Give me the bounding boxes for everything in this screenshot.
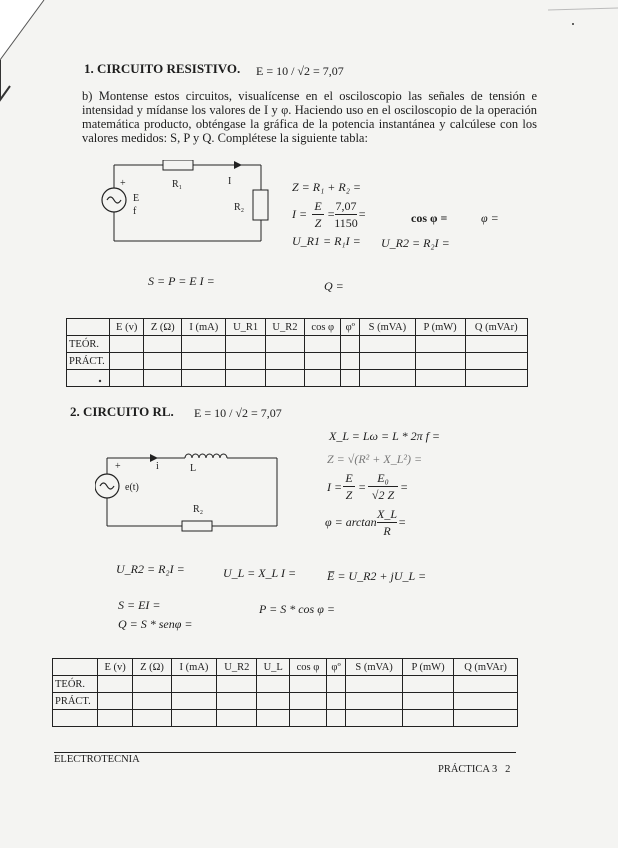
i-frac1-num: E: [314, 199, 322, 213]
i-frac1-bar: [312, 214, 324, 215]
r2-label: R₂: [193, 504, 204, 515]
table-cell[interactable]: [226, 370, 265, 387]
footer-left: ELECTROTECNIA: [54, 754, 140, 765]
table-cell[interactable]: [289, 693, 326, 710]
phi-num: X_L: [377, 507, 398, 521]
table-cell[interactable]: [53, 710, 98, 727]
table-cell[interactable]: [327, 693, 346, 710]
table-cell[interactable]: [226, 353, 265, 370]
table-cell[interactable]: [133, 676, 172, 693]
table-cell[interactable]: [182, 336, 226, 353]
table-header-cell: Q (mVAr): [465, 319, 527, 336]
table-cell[interactable]: [360, 336, 416, 353]
table-corner-cell: [67, 319, 110, 336]
rl-circuit-diagram: [95, 444, 285, 536]
table-cell[interactable]: [465, 336, 527, 353]
p-formula-2: P = S * cos φ =: [259, 602, 335, 616]
table-cell[interactable]: [257, 710, 289, 727]
table-cell[interactable]: [454, 676, 518, 693]
phi-formula: φ =: [481, 211, 499, 225]
footer-rule: [54, 752, 516, 753]
table-header-cell: cos φ: [289, 659, 326, 676]
table-cell[interactable]: [465, 353, 527, 370]
table-cell[interactable]: [402, 693, 453, 710]
ur2-formula: U_R2 = R₂I =: [381, 236, 450, 250]
table-cell[interactable]: [305, 370, 341, 387]
table-header-cell: I (mA): [171, 659, 216, 676]
i-frac2-bar: [335, 214, 357, 215]
z-formula: Z = R₁ + R₂ =: [292, 180, 361, 194]
table-cell[interactable]: [226, 336, 265, 353]
i2-end: =: [400, 480, 409, 494]
section1-equation: E = 10 / √2 = 7,07: [256, 64, 344, 78]
resistive-circuit-wires: [96, 160, 276, 252]
table-cell[interactable]: [182, 353, 226, 370]
table-cell[interactable]: [265, 336, 304, 353]
table-header-cell: U_R1: [226, 319, 265, 336]
table-header-cell: U_R2: [265, 319, 304, 336]
table-header-cell: S (mVA): [346, 659, 403, 676]
i-lhs-2: I =: [327, 480, 343, 494]
section2-title: 2. CIRCUITO RL.: [70, 404, 174, 419]
table-header-cell: cos φ: [305, 319, 341, 336]
e-vector-formula: E̅ = U_R2 + jU_L =: [327, 569, 427, 583]
table-cell[interactable]: [346, 676, 403, 693]
table-header-row: [67, 319, 528, 336]
table-cell[interactable]: [98, 693, 133, 710]
table-header-cell: I (mA): [182, 319, 226, 336]
table-cell[interactable]: [305, 353, 341, 370]
r1-label: R₁: [172, 179, 183, 190]
current-i-label: I: [228, 176, 232, 187]
table-cell[interactable]: [265, 353, 304, 370]
table-row: [67, 336, 528, 353]
table-cell[interactable]: [217, 693, 257, 710]
table-row: [53, 693, 518, 710]
ur2-formula-2: U_R2 = R₂I =: [116, 562, 185, 576]
section1-paragraph: b) Montense estos circuitos, visualícense en el osciloscopio las señales de tensión e intensidad y mídanse los valores de I y φ. Haciendo uso en el osciloscopio de la operación matemática producto, obténgase la gráfica de la potencia instantánea y calcúlese con los valores medidos: S, P y Q. Complétese la siguiente tabla:: [82, 89, 537, 145]
table-cell[interactable]: [182, 370, 226, 387]
table-cell[interactable]: [98, 710, 133, 727]
table-cell[interactable]: [257, 693, 289, 710]
table-cell[interactable]: [327, 676, 346, 693]
source-et-label: e(t): [125, 482, 139, 493]
s-formula: S = P = E I =: [148, 274, 215, 288]
rl-results-table: [52, 658, 518, 727]
table-header-cell: E (v): [98, 659, 133, 676]
s-formula-2: S = EI =: [118, 598, 161, 612]
phi-end: =: [398, 515, 407, 529]
table-header-cell: E (v): [110, 319, 144, 336]
table-cell[interactable]: [415, 336, 465, 353]
r2-label: R₂: [234, 202, 245, 213]
table-cell[interactable]: [346, 710, 403, 727]
table-row: [67, 353, 528, 370]
phi-den: R: [383, 524, 391, 538]
table-cell[interactable]: [144, 370, 182, 387]
table-cell[interactable]: [144, 353, 182, 370]
q-formula-2: Q = S * senφ =: [118, 617, 193, 631]
phi-bar: [377, 522, 397, 523]
i-eq: =: [327, 207, 336, 221]
table-header-cell: Z (Ω): [144, 319, 182, 336]
table-cell[interactable]: [133, 710, 172, 727]
table-cell[interactable]: [327, 710, 346, 727]
table-cell[interactable]: [144, 336, 182, 353]
xl-formula: X_L = Lω = L * 2π f =: [329, 429, 441, 443]
table-cell[interactable]: [289, 676, 326, 693]
table-header-row: [53, 659, 518, 676]
table-cell[interactable]: [465, 370, 527, 387]
table-row: [53, 676, 518, 693]
table-corner-cell: [53, 659, 98, 676]
ul-formula: U_L = X_L I =: [223, 566, 297, 580]
table-cell[interactable]: [257, 676, 289, 693]
table-cell[interactable]: [110, 370, 144, 387]
table-cell[interactable]: [360, 370, 416, 387]
table-cell[interactable]: [171, 676, 216, 693]
table-header-cell: P (mW): [415, 319, 465, 336]
i2-frac1-den: Z: [345, 488, 353, 502]
ur1-formula: U_R1 = R₁I =: [292, 234, 361, 248]
table-cell[interactable]: [402, 710, 453, 727]
table-header-cell: φº: [341, 319, 360, 336]
table-cell[interactable]: [171, 693, 216, 710]
i-frac2-num: 7,07: [335, 199, 357, 213]
resistive-results-table: [66, 318, 528, 387]
q-formula: Q =: [324, 279, 344, 293]
table-header-cell: P (mW): [402, 659, 453, 676]
table-header-cell: Z (Ω): [133, 659, 172, 676]
table-cell[interactable]: [454, 693, 518, 710]
table-cell[interactable]: [341, 370, 360, 387]
plus-label: +: [115, 461, 121, 472]
row-label-pract: PRÁCT.: [53, 693, 98, 710]
table-cell[interactable]: [415, 353, 465, 370]
i2-eq: =: [358, 480, 367, 494]
current-i-label: i: [156, 461, 159, 472]
resistive-circuit-diagram: [96, 160, 276, 252]
table-header-cell: U_L: [257, 659, 289, 676]
table-cell[interactable]: [98, 676, 133, 693]
table-cell[interactable]: [360, 353, 416, 370]
table-cell[interactable]: [415, 370, 465, 387]
footer-right: PRÁCTICA 3 2: [438, 764, 511, 775]
inductor-l-label: L: [190, 463, 197, 474]
table-row: [67, 370, 528, 387]
table-header-cell: U_R2: [217, 659, 257, 676]
i2-frac2-den: √2 Z: [371, 488, 395, 502]
i-end: =: [358, 207, 367, 221]
table-cell[interactable]: [217, 676, 257, 693]
table-header-cell: Q (mVAr): [454, 659, 518, 676]
table-cell[interactable]: [305, 336, 341, 353]
table-cell[interactable]: [341, 353, 360, 370]
table-header-cell: S (mVA): [360, 319, 416, 336]
table-row: [53, 710, 518, 727]
table-cell[interactable]: [67, 370, 110, 387]
i-frac1-den: Z: [314, 216, 322, 230]
table-cell[interactable]: [110, 336, 144, 353]
i-lhs: I =: [292, 207, 308, 221]
table-cell[interactable]: [110, 353, 144, 370]
table-cell[interactable]: [289, 710, 326, 727]
rl-circuit-wires: [95, 444, 285, 536]
i2-frac2-bar: [368, 486, 398, 487]
row-label-teor: TEÓR.: [53, 676, 98, 693]
i-frac2-den: 1150: [334, 216, 358, 230]
table-cell[interactable]: [454, 710, 518, 727]
table-cell[interactable]: [265, 370, 304, 387]
table-cell[interactable]: [171, 710, 216, 727]
i2-frac1-num: E: [345, 471, 353, 485]
section2-equation: E = 10 / √2 = 7,07: [194, 406, 282, 420]
source-e-label: E: [133, 193, 140, 204]
plus-label: +: [120, 178, 126, 189]
table-cell[interactable]: [346, 693, 403, 710]
i2-frac2-num: E₀: [377, 471, 389, 485]
i2-frac1-bar: [343, 486, 355, 487]
row-label-teor: TEÓR.: [67, 336, 110, 353]
table-header-cell: φº: [327, 659, 346, 676]
table-cell[interactable]: [402, 676, 453, 693]
row-label-pract: PRÁCT.: [67, 353, 110, 370]
cos-formula: cos φ =: [411, 211, 448, 225]
table-cell[interactable]: [217, 710, 257, 727]
z-formula-2: Z = √(R² + X_L²) =: [327, 452, 423, 466]
table-cell[interactable]: [133, 693, 172, 710]
phi-lhs: φ = arctan: [325, 515, 377, 529]
section1-title: 1. CIRCUITO RESISTIVO.: [84, 61, 241, 76]
freq-f-label: f: [133, 206, 137, 217]
table-cell[interactable]: [341, 336, 360, 353]
